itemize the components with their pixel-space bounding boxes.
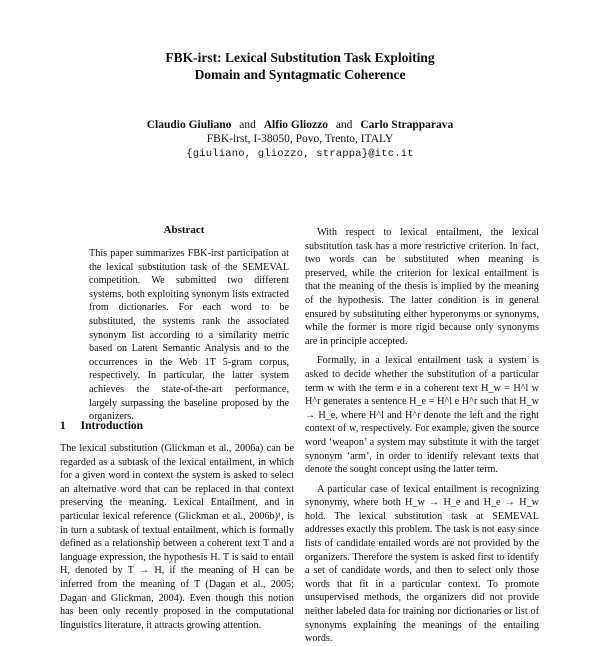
paper-title-line1: FBK-irst: Lexical Substitution Task Exploiting [165, 50, 435, 65]
right-paragraph-1: With respect to lexical entailment, the lexical substitution task has a more restrictive criterion. In fact, two words can be substituted when meaning is preserved, while the criterion for lexical entailment is that the meaning of the thesis is implied by the meaning of the hypothesis. The latter condition is in general ensured by substituting either hyperonyms or synonyms, while the former is more rigid because only synonyms are in principle accepted. [305, 227, 539, 347]
section-heading-introduction [60, 420, 143, 432]
affiliation: FBK-irst, I-38050, Povo, Trento, ITALY [206, 133, 394, 145]
author-separator-1: and [239, 119, 256, 131]
abstract-heading: Abstract [163, 224, 205, 236]
author-list [80, 118, 520, 132]
right-paragraph-3: A particular case of lexical entailment is recognizing synonymy, where both H_w → H_e and H_e → H_w hold. The lexical substitution task at SEMEVAL addresses exactly this problem. The task is not easy since lists of candidate entailed words are not provided by the organizers. Therefore the system is asked first to identify a set of candidate words, and then to select only those words that fit in a particular context. To promote unsupervised methods, the organizers did not provide neither labeled data for training nor dictionaries or list of synonyms explaining the meanings of the entailing words. [305, 483, 539, 645]
section-title: Introduction [80, 420, 144, 432]
author-separator-2: and [335, 119, 353, 131]
right-paragraph-2: Formally, in a lexical entailment task a system is asked to decide whether the substitution of a particular term w with the term e in a coherent text H_w = H^l w H^r generates a sentence H_e = H^l e H^r such that H_w → H_e, where H^l and H^r denote the left and the right context of w, respectively. For example, given the source word ‘weapon’ a system may substitute it with the target synonym ‘arm’, in order to identify relevant texts that denote the sought concept using the latter term. [305, 355, 539, 476]
author-3: Carlo Strapparava [360, 119, 454, 131]
abstract-text: This paper summarizes FBK-irst participation at the lexical substitution task of the SEMEVAL competition. We submitted two different systems, both exploiting synonym lists extracted from dictionaries. For each word to be substituted, the systems rank the associated synonym list according to a similarity metric based on Latent Semantic Analysis and to the occurrences in the Web 1T 5-gram corpus, respectively. In particular, the latter system achieves the state-of-the-art performance, largely surpassing the baseline proposed by the organizers. [89, 248, 289, 423]
author-1: Claudio Giuliano [146, 119, 232, 131]
right-column-text [305, 226, 539, 646]
author-2: Alfio Gliozzo [263, 119, 328, 131]
author-emails: {giuliano, gliozzo, strappa}@itc.it [186, 148, 414, 160]
introduction-paragraph: The lexical substitution (Glickman et al., 2006a) can be regarded as a subtask of the lexical entailment, in which for a given word in context the system is asked to select an alternative word that can be replaced in that context preserving the meaning. Lexical Entailment, and in particular lexical reference (Glickman et al., 2006b)¹, is in turn a subtask of textual entailment, which is formally defined as a relationship between a coherent text T and a language expression, the hypothesis H. T is said to entail H, denoted by T → H, if the meaning of H can be inferred from the meaning of T (Dagan et al., 2005; Dagan and Glickman, 2004). Even though this notion has been only recently proposed in the computational linguistics literature, it attracts growing attention. [60, 443, 294, 631]
introduction-text [60, 442, 294, 632]
section-number: 1 [60, 420, 66, 432]
paper-title-line2: Domain and Syntagmatic Coherence [194, 67, 406, 82]
